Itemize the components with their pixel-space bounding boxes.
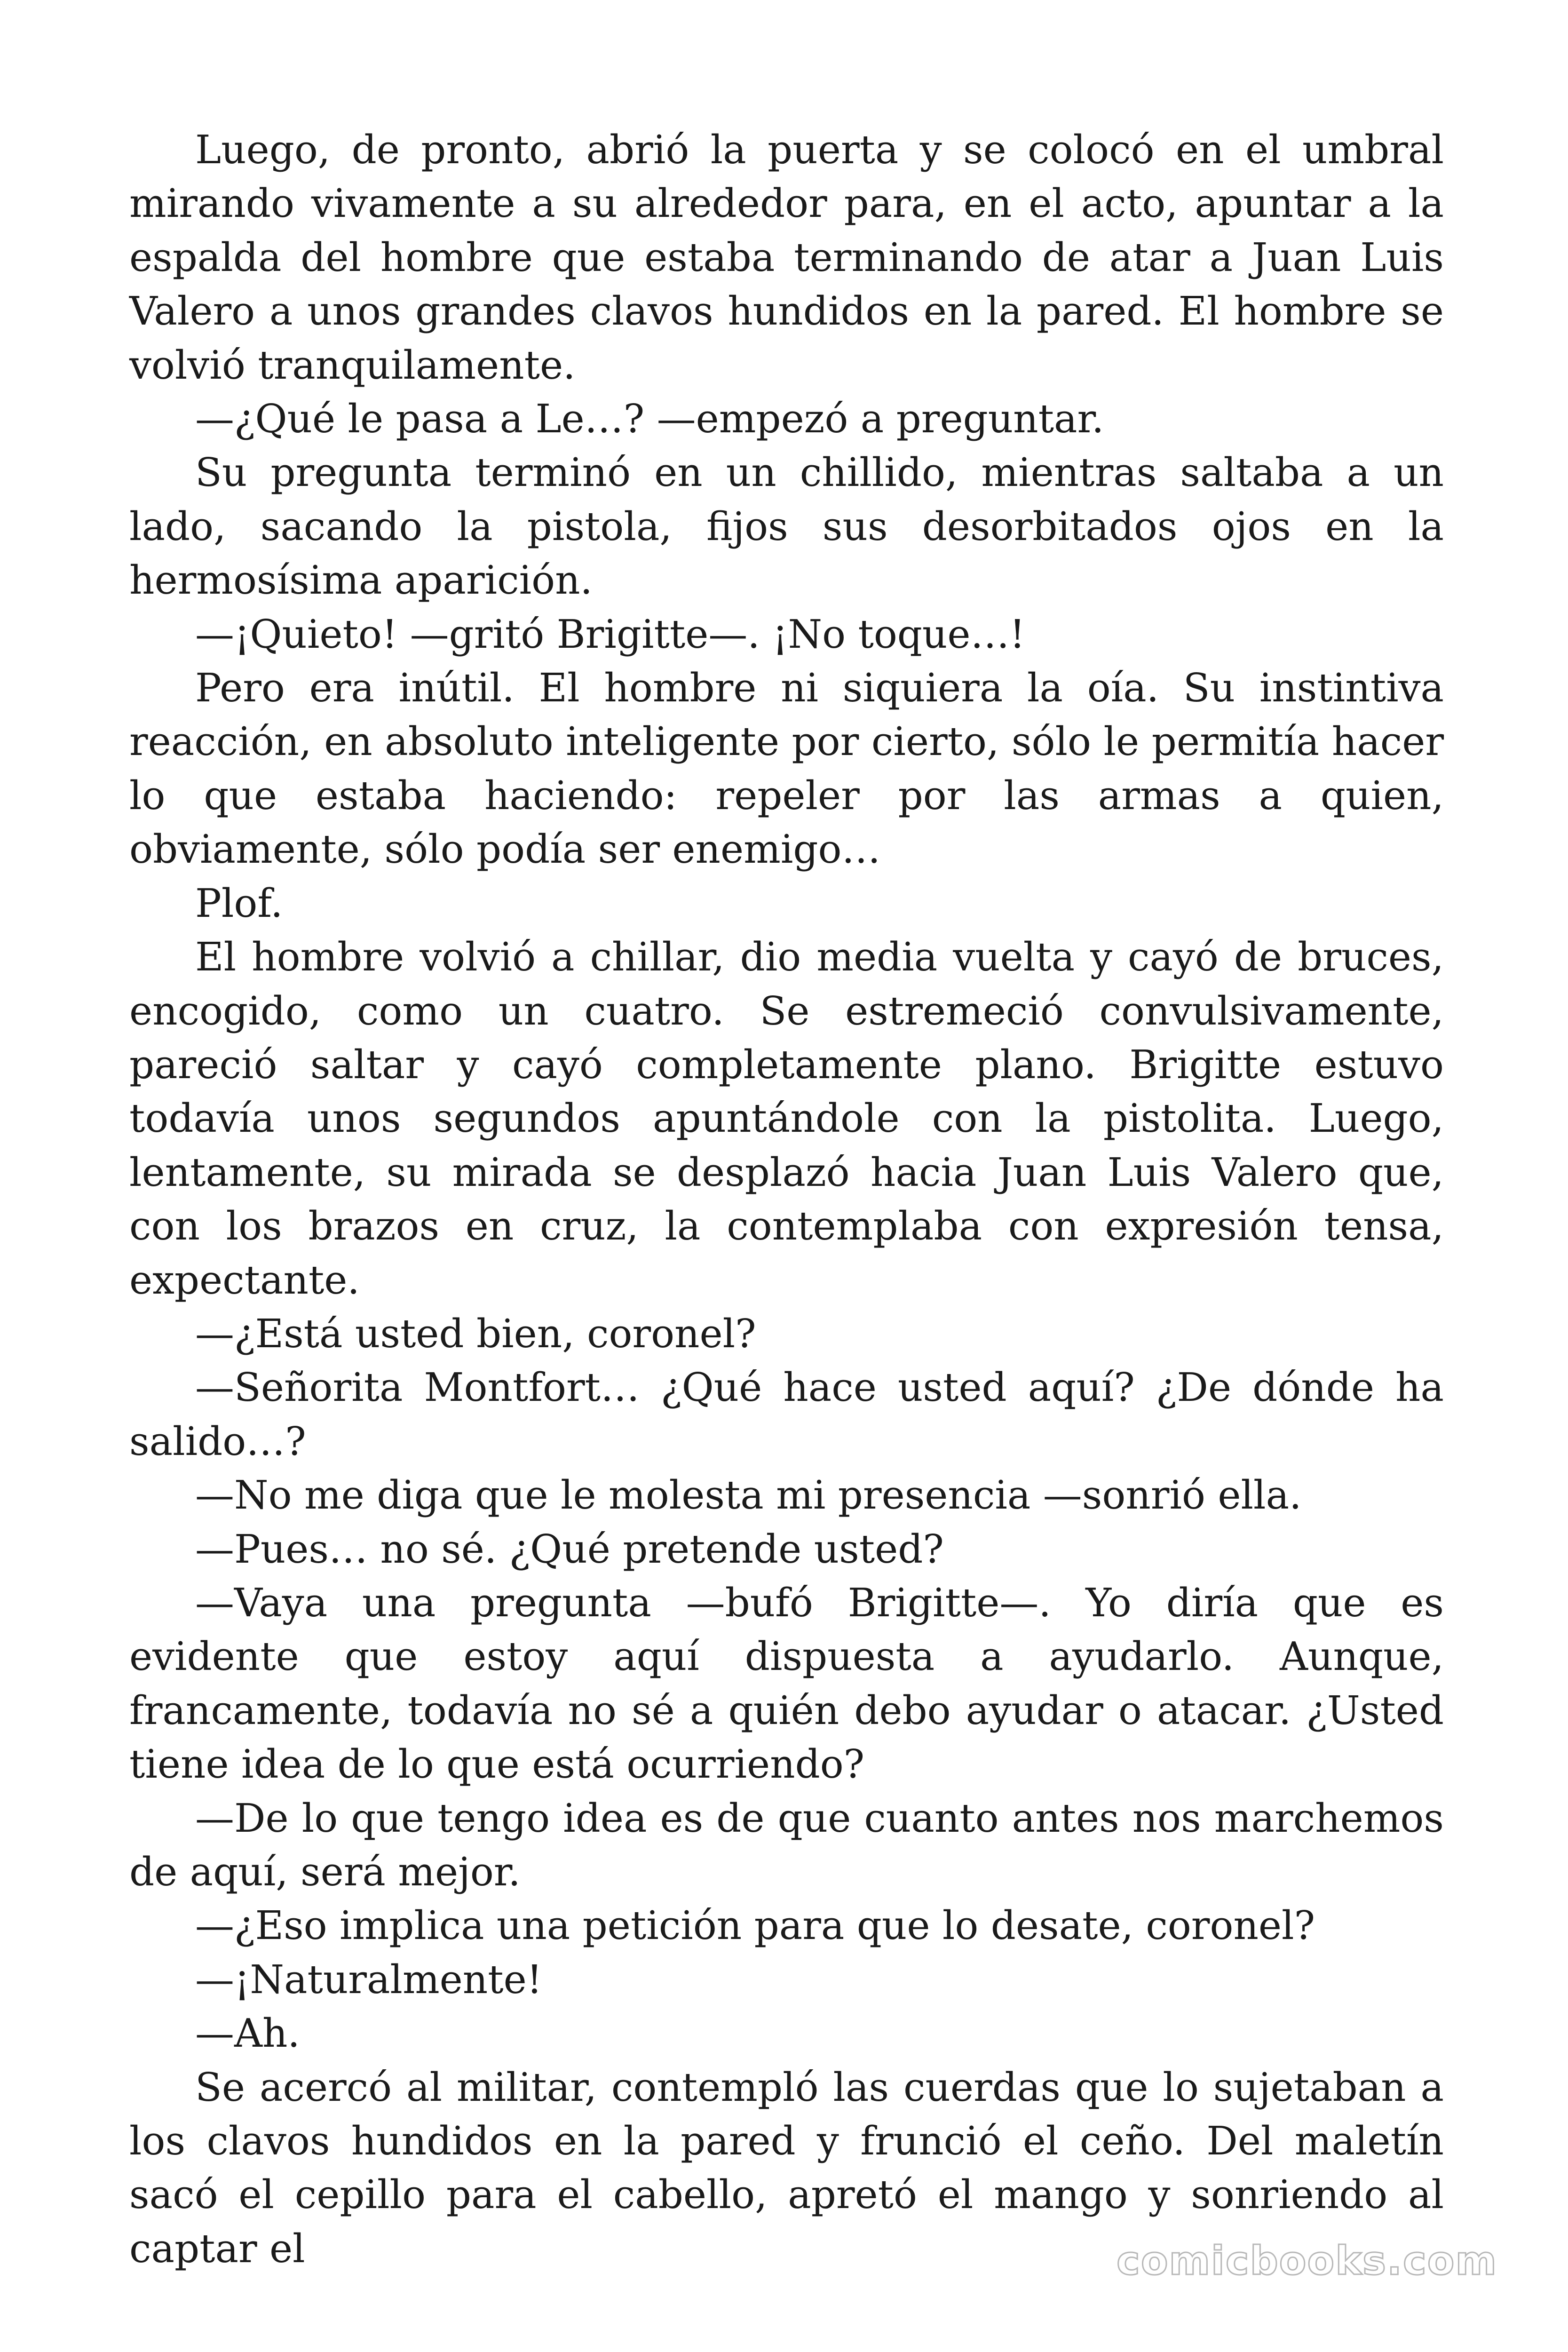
paragraph: —Vaya una pregunta —bufó Brigitte—. Yo diría que es evidente que estoy aquí dispuesta a ayudarlo. Aunque, francamente, todavía no sé a quién debo ayudar o atacar. ¿Usted tiene idea de lo que está ocurriendo? — [129, 1580, 1444, 1788]
page-body-text — [129, 123, 1444, 2276]
paragraph: El hombre volvió a chillar, dio media vuelta y cayó de bruces, encogido, como un cuatro. Se estremeció convulsivamente, pareció saltar y cayó completamente plano. Brigitte estuvo todavía unos segundos apuntándole con la pistolita. Luego, lentamente, su mirada se desplazó hacia Juan Luis Valero que, con los brazos en cruz, la contemplaba con expresión tensa, expectante. — [129, 934, 1444, 1303]
paragraph: —No me diga que le molesta mi presencia —sonrió ella. — [195, 1472, 1302, 1518]
paragraph: —¿Está usted bien, coronel? — [195, 1311, 756, 1357]
paragraph: —Señorita Montfort… ¿Qué hace usted aquí? ¿De dónde ha salido…? — [129, 1365, 1444, 1464]
paragraph: —¿Qué le pasa a Le…? —empezó a preguntar. — [195, 396, 1104, 442]
paragraph: —¡Quieto! —gritó Brigitte—. ¡No toque…! — [195, 611, 1025, 657]
paragraph: —De lo que tengo idea es de que cuanto antes nos marchemos de aquí, será mejor. — [129, 1795, 1444, 1895]
paragraph: —Pues… no sé. ¿Qué pretende usted? — [195, 1526, 944, 1572]
watermark-text: comicbooks.com — [1117, 2238, 1497, 2284]
paragraph: Plof. — [195, 880, 283, 926]
paragraph: Luego, de pronto, abrió la puerta y se colocó en el umbral mirando vivamente a su alrededor para, en el acto, apuntar a la espalda del hombre que estaba terminando de atar a Juan Luis Valero a unos grandes clavos hundidos en la pared. El hombre se volvió tranquilamente. — [129, 127, 1444, 388]
paragraph: Su pregunta terminó en un chillido, mientras saltaba a un lado, sacando la pistola, fijos sus desorbitados ojos en la hermosísima aparición. — [129, 450, 1444, 604]
paragraph: —¿Eso implica una petición para que lo desate, coronel? — [195, 1903, 1315, 1949]
paragraph: Pero era inútil. El hombre ni siquiera la oía. Su instintiva reacción, en absoluto inteligente por cierto, sólo le permitía hacer lo que estaba haciendo: repeler por las armas a quien, obviamente, sólo podía ser enemigo… — [129, 665, 1444, 873]
paragraph: Se acercó al militar, contempló las cuerdas que lo sujetaban a los clavos hundidos en la pared y frunció el ceño. Del maletín sacó el cepillo para el cabello, apretó el mango y sonriendo al captar el — [129, 2064, 1444, 2272]
paragraph: —¡Naturalmente! — [195, 1956, 543, 2002]
paragraph: —Ah. — [195, 2010, 300, 2057]
